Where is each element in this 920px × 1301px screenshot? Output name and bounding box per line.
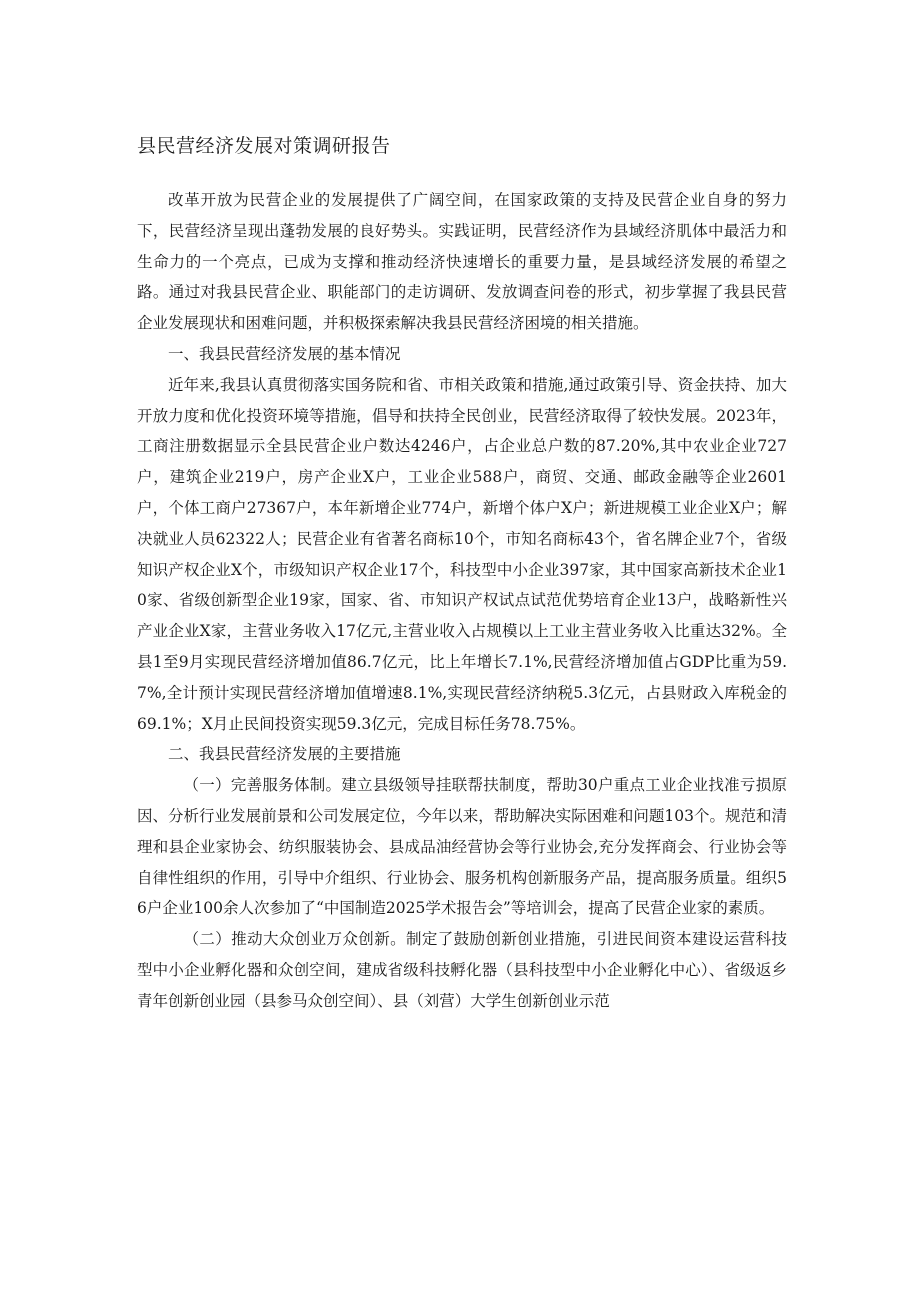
measure-2-paragraph: （二）推动大众创业万众创新。制定了鼓励创新创业措施，引进民间资本建设运营科技型中小企业孵化器和众创空间，建成省级科技孵化器（县科技型中小企业孵化中心）、省级返乡青年创新创业园（县参马众创空间）、县（刘营）大学生创新创业示范: [137, 930, 787, 1010]
section-1-paragraph: 近年来,我县认真贯彻落实国务院和省、市相关政策和措施,通过政策引导、资金扶持、加大开放力度和优化投资环境等措施，倡导和扶持全民创业，民营经济取得了较快发展。2023年，工商注册数据显示全县民营企业户数达4246户，占企业总户数的87.20%,其中农业企业727户，建筑企业219户，房产企业X户，工业企业588户，商贸、交通、邮政金融等企业2601户，个体工商户27367户，本年新增企业774户，新增个体户X户；新进规模工业企业X户；解决就业人员62322人；民营企业有省著名商标10个，市知名商标43个，省名牌企业7个，省级知识产权企业X个，市级知识产权企业17个，科技型中小企业397家，其中国家高新技术企业10家、省级创新型企业19家，国家、省、市知识产权试点试范优势培育企业13户，战略新性兴产业企业X家，主营业务收入17亿元,主营业收入占规模以上工业主营业务收入比重达32%。全县1至9月实现民营经济增加值86.7亿元，比上年增长7.1%,民营经济增加值占GDP比重为59.7%,全计预计实现民营经济增加值增速8.1%,实现民营经济纳税5.3亿元，占县财政入库税金的69.1%；X月止民间投资实现59.3亿元，完成目标任务78.75%。: [137, 375, 787, 733]
document-body: [137, 133, 787, 1017]
measure-1-paragraph: （一）完善服务体制。建立县级领导挂联帮扶制度，帮助30户重点工业企业找准亏损原因、分析行业发展前景和公司发展定位，今年以来，帮助解决实际困难和问题103个。规范和清理和县企业家协会、纺织服装协会、县成品油经营协会等行业协会,充分发挥商会、行业协会等自律性组织的作用，引导中介组织、行业协会、服务机构创新服务产品，提高服务质量。组织56户企业100余人次参加了“中国制造2025学术报告会”等培训会，提高了民营企业家的素质。: [137, 776, 787, 918]
section-1-heading: 一、我县民营经济发展的基本情况: [168, 344, 401, 363]
document-title: 县民营经济发展对策调研报告: [137, 135, 391, 157]
section-2-heading: 二、我县民营经济发展的主要措施: [168, 745, 401, 764]
intro-paragraph: 改革开放为民营企业的发展提供了广阔空间，在国家政策的支持及民营企业自身的努力下，民营经济呈现出蓬勃发展的良好势头。实践证明，民营经济作为县域经济肌体中最活力和生命力的一个亮点，已成为支撑和推动经济快速增长的重要力量，是县域经济发展的希望之路。通过对我县民营企业、职能部门的走访调研、发放调查问卷的形式，初步掌握了我县民营企业发展现状和困难问题，并积极探索解决我县民营经济困境的相关措施。: [137, 191, 787, 333]
